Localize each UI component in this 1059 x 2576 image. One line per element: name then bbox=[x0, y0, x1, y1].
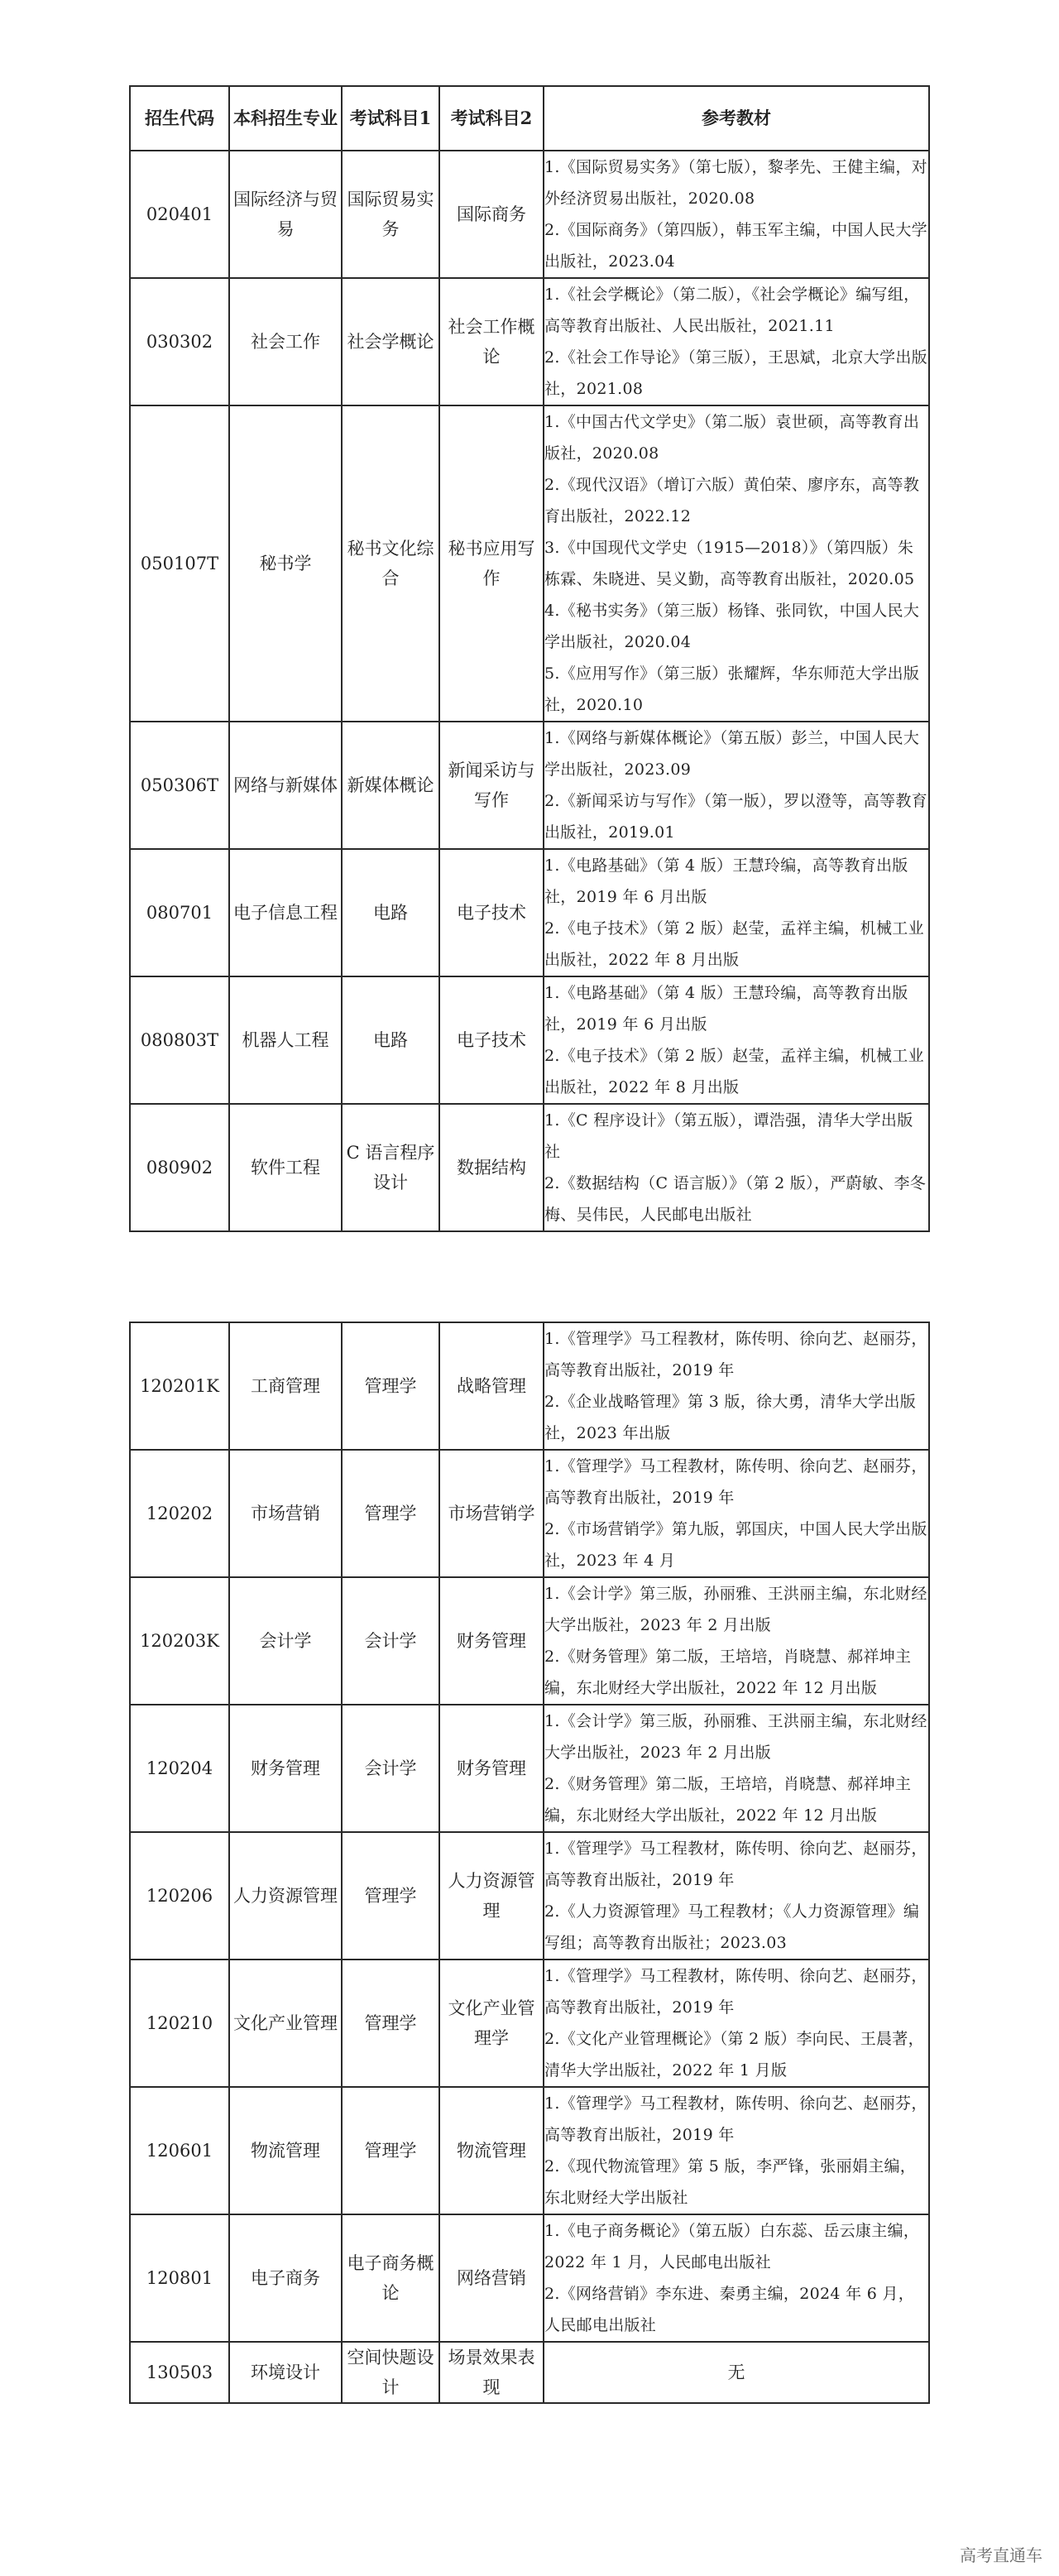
cell-code: 080902 bbox=[130, 1104, 229, 1231]
table-row bbox=[130, 1960, 929, 2087]
cell-subject1: 电路 bbox=[342, 849, 439, 976]
cell-subject2: 数据结构 bbox=[439, 1104, 544, 1231]
exam-table-part1 bbox=[129, 85, 930, 1232]
table-row bbox=[130, 2214, 929, 2342]
cell-subject1: 国际贸易实务 bbox=[342, 151, 439, 278]
cell-subject1: 管理学 bbox=[342, 1322, 439, 1450]
header-subject2: 考试科目2 bbox=[439, 86, 544, 151]
cell-subject1: 电路 bbox=[342, 976, 439, 1104]
cell-code: 080803T bbox=[130, 976, 229, 1104]
cell-subject1: 电子商务概论 bbox=[342, 2214, 439, 2342]
cell-major: 文化产业管理 bbox=[229, 1960, 342, 2087]
cell-references bbox=[544, 1322, 929, 1450]
reference-item: 2.《社会工作导论》（第三版），王思斌，北京大学出版社，2021.08 bbox=[544, 348, 927, 398]
reference-item: 2.《网络营销》李东进、秦勇主编，2024 年 6 月，人民邮电出版社 bbox=[544, 2285, 915, 2334]
cell-subject2: 财务管理 bbox=[439, 1705, 544, 1832]
reference-item: 2.《电子技术》（第 2 版）赵莹，孟祥主编，机械工业出版社，2022 年 8 月出版 bbox=[544, 1047, 924, 1096]
reference-item: 1.《C 程序设计》（第五版），谭浩强，清华大学出版社 bbox=[544, 1111, 913, 1161]
cell-references bbox=[544, 849, 929, 976]
table-row bbox=[130, 2342, 929, 2403]
cell-subject1: 管理学 bbox=[342, 1832, 439, 1960]
cell-code: 120601 bbox=[130, 2087, 229, 2214]
cell-major: 电子信息工程 bbox=[229, 849, 342, 976]
reference-item: 3.《中国现代文学史（1915—2018）》（第四版）朱栋霖、朱晓进、吴义勤，高等教育出版社，2020.05 bbox=[544, 539, 915, 588]
cell-code: 020401 bbox=[130, 151, 229, 278]
reference-item: 1.《中国古代文学史》（第二版）袁世硕，高等教育出版社，2020.08 bbox=[544, 413, 920, 463]
cell-major: 社会工作 bbox=[229, 278, 342, 405]
cell-major: 秘书学 bbox=[229, 405, 342, 722]
cell-subject1: 秘书文化综合 bbox=[342, 405, 439, 722]
cell-references bbox=[544, 2087, 929, 2214]
table-row bbox=[130, 1104, 929, 1231]
cell-major: 网络与新媒体 bbox=[229, 722, 342, 849]
cell-subject2: 电子技术 bbox=[439, 976, 544, 1104]
reference-item: 1.《管理学》马工程教材，陈传明、徐向艺、赵丽芬，高等教育出版社，2019 年 bbox=[544, 1330, 927, 1379]
table-row bbox=[130, 2087, 929, 2214]
reference-item: 1.《管理学》马工程教材，陈传明、徐向艺、赵丽芬，高等教育出版社，2019 年 bbox=[544, 1840, 927, 1889]
cell-code: 080701 bbox=[130, 849, 229, 976]
table-row bbox=[130, 1705, 929, 1832]
exam-table-part2 bbox=[129, 1322, 930, 2404]
cell-references bbox=[544, 1960, 929, 2087]
cell-references bbox=[544, 976, 929, 1104]
cell-subject2: 物流管理 bbox=[439, 2087, 544, 2214]
cell-references bbox=[544, 1705, 929, 1832]
cell-major: 工商管理 bbox=[229, 1322, 342, 1450]
reference-item: 2.《数据结构（C 语言版）》（第 2 版），严蔚敏、李冬梅、吴伟民，人民邮电出版社 bbox=[544, 1174, 927, 1224]
cell-major: 人力资源管理 bbox=[229, 1832, 342, 1960]
cell-references bbox=[544, 2214, 929, 2342]
cell-references bbox=[544, 1577, 929, 1705]
table-header-row bbox=[130, 86, 929, 151]
reference-item: 2.《国际商务》（第四版），韩玉军主编，中国人民大学出版社，2023.04 bbox=[544, 221, 927, 271]
cell-major: 财务管理 bbox=[229, 1705, 342, 1832]
cell-references bbox=[544, 2342, 929, 2403]
reference-item: 2.《现代汉语》（增订六版）黄伯荣、廖序东，高等教育出版社，2022.12 bbox=[544, 476, 920, 525]
cell-subject2: 战略管理 bbox=[439, 1322, 544, 1450]
cell-code: 050306T bbox=[130, 722, 229, 849]
cell-subject2: 社会工作概论 bbox=[439, 278, 544, 405]
header-major: 本科招生专业 bbox=[229, 86, 342, 151]
cell-subject1: 空间快题设计 bbox=[342, 2342, 439, 2403]
cell-subject2: 人力资源管理 bbox=[439, 1832, 544, 1960]
table-row bbox=[130, 151, 929, 278]
reference-item: 1.《电路基础》（第 4 版）王慧玲编，高等教育出版社，2019 年 6 月出版 bbox=[544, 984, 908, 1034]
cell-subject1: 会计学 bbox=[342, 1705, 439, 1832]
cell-major: 机器人工程 bbox=[229, 976, 342, 1104]
reference-item: 4.《秘书实务》（第三版）杨锋、张同钦，中国人民大学出版社，2020.04 bbox=[544, 602, 920, 651]
cell-subject2: 场景效果表现 bbox=[439, 2342, 544, 2403]
cell-subject2: 国际商务 bbox=[439, 151, 544, 278]
cell-subject2: 秘书应用写作 bbox=[439, 405, 544, 722]
cell-subject2: 市场营销学 bbox=[439, 1450, 544, 1577]
cell-references bbox=[544, 405, 929, 722]
reference-item: 1.《网络与新媒体概论》（第五版）彭兰，中国人民大学出版社，2023.09 bbox=[544, 729, 920, 779]
reference-item: 2.《人力资源管理》马工程教材；《人力资源管理》编写组；高等教育出版社；2023.03 bbox=[544, 1902, 920, 1952]
header-subject1: 考试科目1 bbox=[342, 86, 439, 151]
cell-major: 物流管理 bbox=[229, 2087, 342, 2214]
cell-major: 市场营销 bbox=[229, 1450, 342, 1577]
reference-item: 2.《现代物流管理》第 5 版，李严锋，张丽娟主编，东北财经大学出版社 bbox=[544, 2157, 917, 2207]
reference-item: 2.《财务管理》第二版，王培培，肖晓慧、郝祥坤主编，东北财经大学出版社，2022 年 12 月出版 bbox=[544, 1775, 912, 1825]
reference-item: 2.《财务管理》第二版，王培培，肖晓慧、郝祥坤主编，东北财经大学出版社，2022 年 12 月出版 bbox=[544, 1648, 912, 1697]
table-row bbox=[130, 1322, 929, 1450]
cell-subject1: 会计学 bbox=[342, 1577, 439, 1705]
cell-references bbox=[544, 1104, 929, 1231]
cell-subject1: 管理学 bbox=[342, 1960, 439, 2087]
reference-item: 1.《电子商务概论》（第五版）白东蕊、岳云康主编，2022 年 1 月，人民邮电出版社 bbox=[544, 2222, 920, 2271]
table-row bbox=[130, 976, 929, 1104]
reference-item: 1.《国际贸易实务》（第七版），黎孝先、王健主编，对外经济贸易出版社，2020.08 bbox=[544, 158, 927, 208]
cell-code: 120210 bbox=[130, 1960, 229, 2087]
cell-subject1: C 语言程序设计 bbox=[342, 1104, 439, 1231]
cell-code: 120206 bbox=[130, 1832, 229, 1960]
cell-major: 国际经济与贸易 bbox=[229, 151, 342, 278]
header-references: 参考教材 bbox=[544, 86, 929, 151]
cell-subject1: 社会学概论 bbox=[342, 278, 439, 405]
cell-subject1: 新媒体概论 bbox=[342, 722, 439, 849]
cell-subject2: 文化产业管理学 bbox=[439, 1960, 544, 2087]
cell-references bbox=[544, 722, 929, 849]
cell-references bbox=[544, 1832, 929, 1960]
cell-subject2: 财务管理 bbox=[439, 1577, 544, 1705]
cell-subject2: 新闻采访与写作 bbox=[439, 722, 544, 849]
cell-subject2: 网络营销 bbox=[439, 2214, 544, 2342]
table-row bbox=[130, 278, 929, 405]
reference-item: 2.《市场营销学》第九版，郭国庆，中国人民大学出版社，2023 年 4 月 bbox=[544, 1520, 927, 1570]
cell-code: 030302 bbox=[130, 278, 229, 405]
cell-major: 环境设计 bbox=[229, 2342, 342, 2403]
cell-references bbox=[544, 278, 929, 405]
reference-item: 1.《电路基础》（第 4 版）王慧玲编，高等教育出版社，2019 年 6 月出版 bbox=[544, 856, 908, 906]
table-row bbox=[130, 1577, 929, 1705]
cell-code: 120204 bbox=[130, 1705, 229, 1832]
cell-code: 120203K bbox=[130, 1577, 229, 1705]
cell-subject1: 管理学 bbox=[342, 2087, 439, 2214]
cell-subject1: 管理学 bbox=[342, 1450, 439, 1577]
reference-item: 1.《会计学》第三版，孙丽雅、王洪丽主编，东北财经大学出版社，2023 年 2 月出版 bbox=[544, 1712, 927, 1762]
cell-references bbox=[544, 151, 929, 278]
table-row bbox=[130, 722, 929, 849]
table-row bbox=[130, 1832, 929, 1960]
table-row bbox=[130, 405, 929, 722]
reference-item: 1.《管理学》马工程教材，陈传明、徐向艺、赵丽芬，高等教育出版社，2019 年 bbox=[544, 2094, 927, 2144]
cell-subject2: 电子技术 bbox=[439, 849, 544, 976]
cell-major: 软件工程 bbox=[229, 1104, 342, 1231]
cell-code: 050107T bbox=[130, 405, 229, 722]
cell-major: 电子商务 bbox=[229, 2214, 342, 2342]
reference-item: 2.《文化产业管理概论》（第 2 版）李向民、王晨著，清华大学出版社，2022 年 1 月版 bbox=[544, 2030, 924, 2080]
reference-item: 2.《企业战略管理》第 3 版，徐大勇，清华大学出版社，2023 年出版 bbox=[544, 1393, 917, 1442]
table-row bbox=[130, 1450, 929, 1577]
reference-item: 1.《管理学》马工程教材，陈传明、徐向艺、赵丽芬，高等教育出版社，2019 年 bbox=[544, 1457, 927, 1507]
reference-item: 2.《新闻采访与写作》（第一版），罗以澄等，高等教育出版社，2019.01 bbox=[544, 792, 927, 842]
reference-item: 1.《管理学》马工程教材，陈传明、徐向艺、赵丽芬，高等教育出版社，2019 年 bbox=[544, 1967, 927, 2017]
watermark: 高考直通车 bbox=[960, 2545, 1042, 2565]
reference-item: 1.《社会学概论》（第二版），《社会学概论》编写组，高等教育出版社、人民出版社，2021.11 bbox=[544, 285, 920, 335]
cell-code: 120801 bbox=[130, 2214, 229, 2342]
header-code: 招生代码 bbox=[130, 86, 229, 151]
reference-item: 5.《应用写作》（第三版）张耀辉，华东师范大学出版社，2020.10 bbox=[544, 664, 920, 714]
cell-references bbox=[544, 1450, 929, 1577]
reference-item: 无 bbox=[727, 2363, 745, 2382]
cell-code: 130503 bbox=[130, 2342, 229, 2403]
reference-item: 2.《电子技术》（第 2 版）赵莹，孟祥主编，机械工业出版社，2022 年 8 月出版 bbox=[544, 919, 924, 969]
cell-code: 120202 bbox=[130, 1450, 229, 1577]
cell-code: 120201K bbox=[130, 1322, 229, 1450]
reference-item: 1.《会计学》第三版，孙丽雅、王洪丽主编，东北财经大学出版社，2023 年 2 月出版 bbox=[544, 1585, 927, 1634]
cell-major: 会计学 bbox=[229, 1577, 342, 1705]
table-row bbox=[130, 849, 929, 976]
